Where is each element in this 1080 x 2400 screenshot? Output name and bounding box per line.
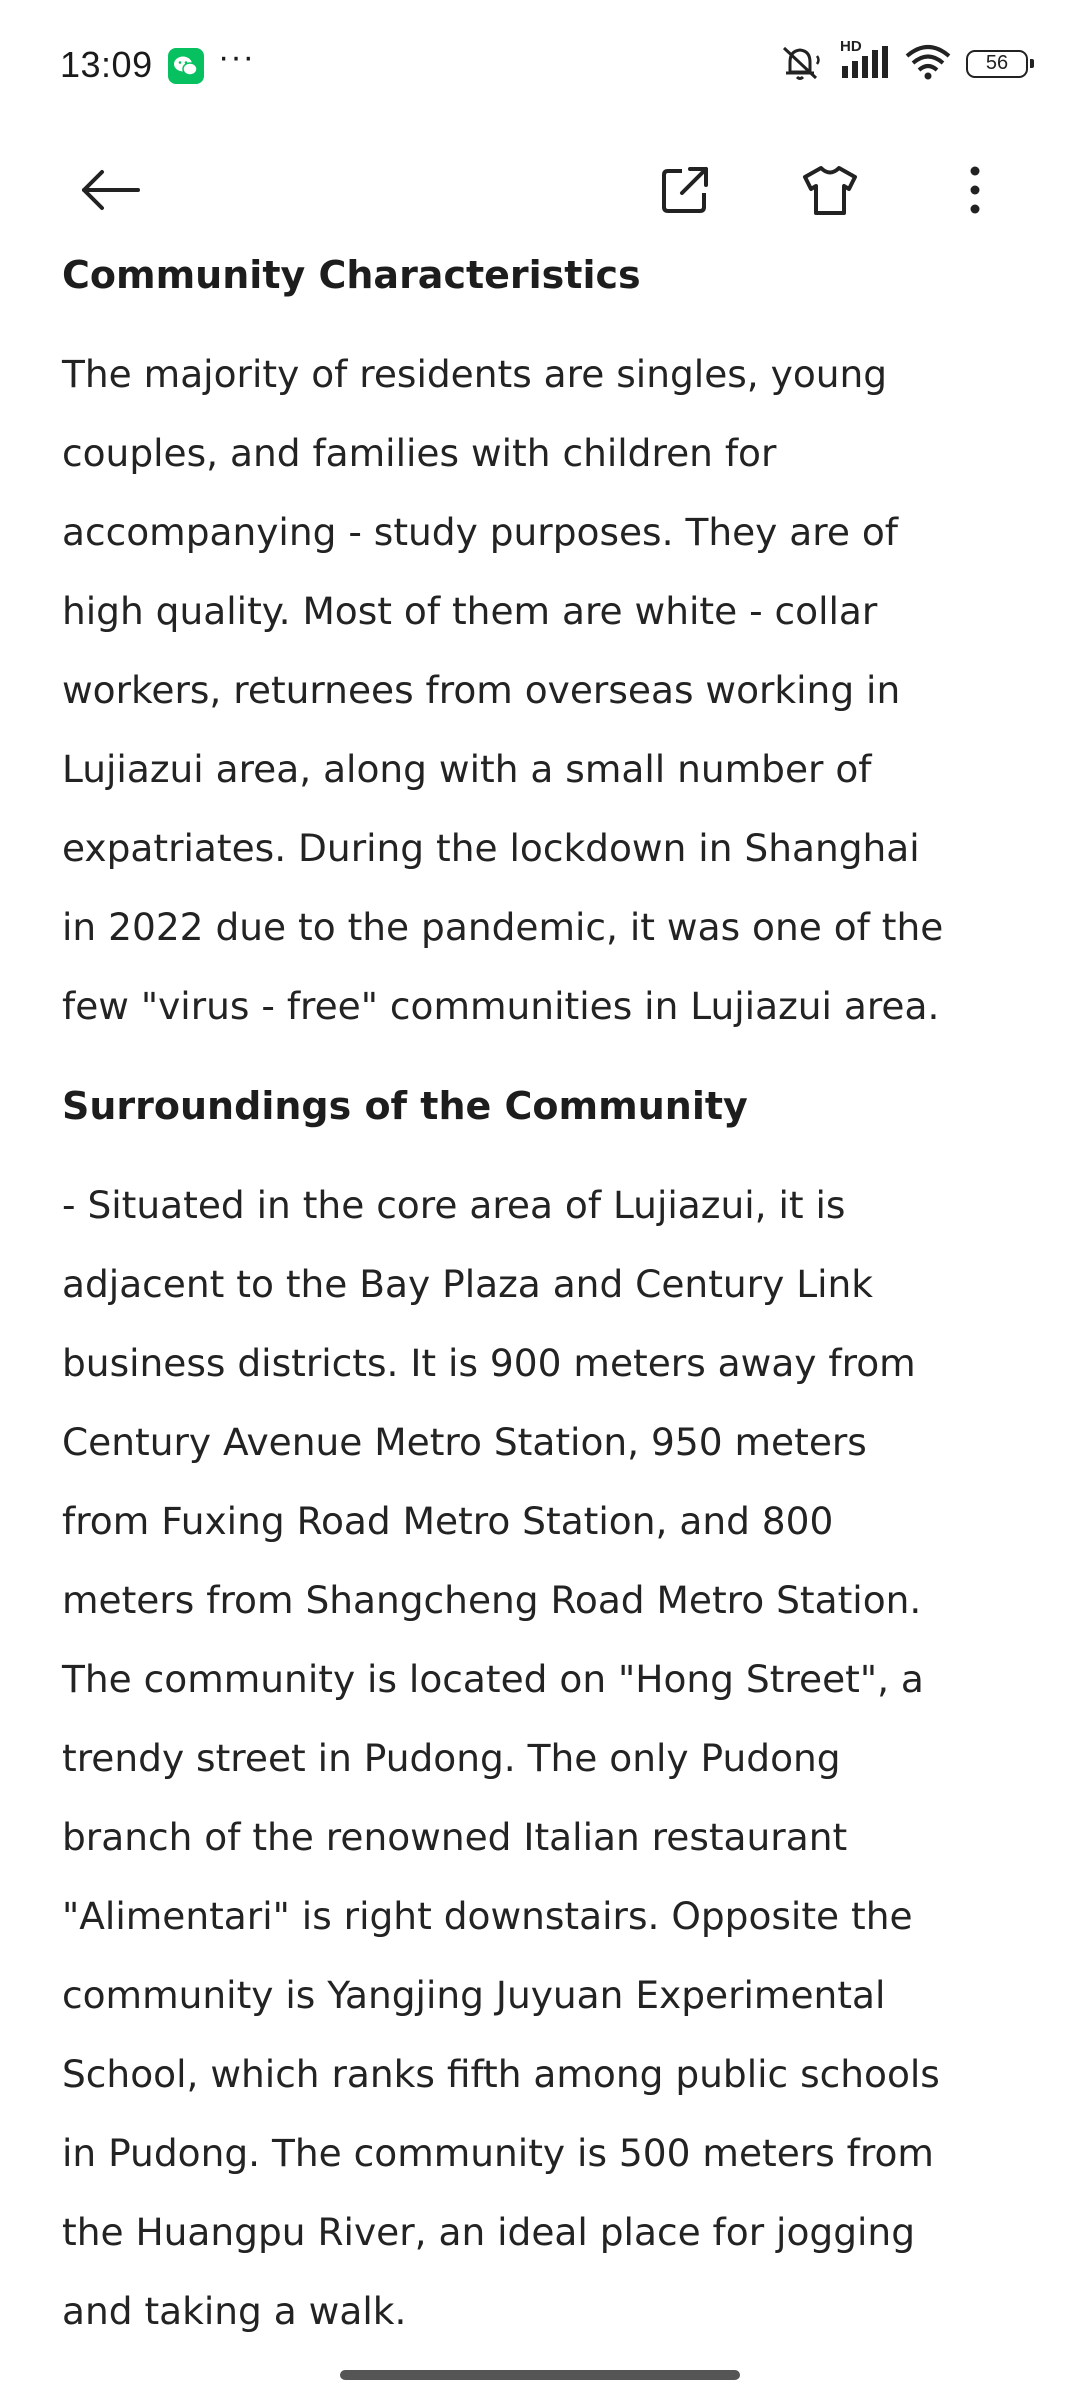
- theme-button[interactable]: [790, 150, 870, 230]
- section-body-community-characteristics: The majority of residents are singles, young couples, and families with children for accompanying - study purposes. They are of high quality. Most of them are white - collar workers, returnees from overseas working in Lujiazui area, along with a small number of expatriates. During the lockdown in Shanghai in 2022 due to the pandemic, it was one of the few "virus - free" communities in Lujiazui area.: [62, 352, 944, 1028]
- home-indicator[interactable]: [340, 2370, 740, 2380]
- status-time: 13:09: [60, 44, 153, 85]
- back-arrow-icon: [78, 168, 142, 212]
- more-notifications-icon: ···: [218, 38, 255, 76]
- wechat-icon: [168, 48, 204, 84]
- toolbar: [0, 130, 1080, 250]
- more-options-button[interactable]: [935, 150, 1015, 230]
- share-icon: [658, 163, 712, 217]
- network-type-label: HD: [840, 38, 862, 55]
- signal-icon: [838, 38, 890, 84]
- section-title-surroundings: Surroundings of the Community: [62, 1084, 748, 1128]
- section-title-community-characteristics: Community Characteristics: [62, 253, 641, 297]
- section-body-surroundings: - Situated in the core area of Lujiazui, it is adjacent to the Bay Plaza and Century Link business districts. It is 900 meters away from Century Avenue Metro Station, 950 meters from Fuxing Road Metro Station, and 800 meters from Shangcheng Road Metro Station. The community is located on "Hong Street", a trendy street in Pudong. The only Pudong branch of the renowned Italian restaurant "Alimentari" is right downstairs. Opposite the community is Yangjing Juyuan Experimental School, which ranks fifth among public schools in Pudong. The community is 500 meters from the Huangpu River, an ideal place for jogging and taking a walk.: [62, 1183, 940, 2333]
- article-content: [62, 245, 1022, 2351]
- shirt-icon: [800, 163, 860, 217]
- status-icons: [780, 38, 1028, 86]
- share-button[interactable]: [645, 150, 725, 230]
- wifi-icon: [904, 42, 952, 87]
- mute-icon: [780, 42, 824, 87]
- battery-icon: 56: [966, 50, 1028, 78]
- back-button[interactable]: [70, 150, 150, 230]
- status-bar: [0, 0, 1080, 130]
- more-vertical-icon: [965, 163, 985, 217]
